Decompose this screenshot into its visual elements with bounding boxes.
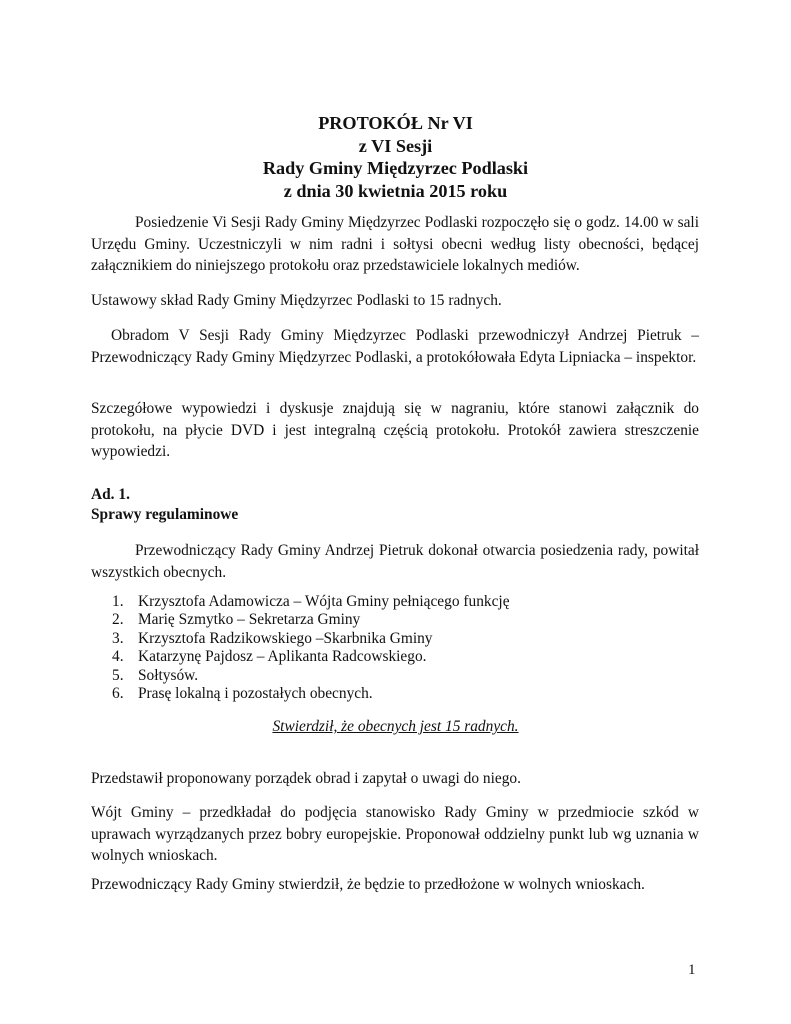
section-number: Ad. 1. bbox=[91, 486, 130, 503]
list-item bbox=[112, 685, 510, 703]
list-item-number: 4. bbox=[112, 648, 124, 666]
section-heading: Sprawy regulaminowe bbox=[91, 506, 239, 523]
list-item-number: 6. bbox=[112, 685, 124, 703]
document-title bbox=[0, 112, 791, 202]
intro-paragraph: Posiedzenie Vi Sesji Rady Gminy Międzyrzec Podlaski rozpoczęło się o godz. 14.00 w sali Urzędu Gminy. Uczestniczyli w nim radni i sołtysi obecni według listy obecności, będącej załącznikiem do niniejszego protokołu oraz przedstawiciele lokalnych mediów. bbox=[91, 214, 699, 274]
list-item-number: 1. bbox=[112, 593, 124, 610]
title-line-council: Rady Gminy Międzyrzec Podlaski bbox=[262, 158, 529, 178]
title-line-protocol-number: PROTOKÓŁ Nr VI bbox=[318, 113, 473, 133]
list-item-text: Krzysztofa Radzikowskiego –Skarbnika Gminy bbox=[138, 629, 433, 647]
list-item-text: Krzysztofa Adamowicza – Wójta Gminy pełniącego funkcję bbox=[138, 593, 510, 610]
mayor-paragraph: Wójt Gminy – przedkładał do podjęcia stanowisko Rady Gminy w przedmiocie szkód w uprawach wyrządzanych przez bobry europejskie. Proponował oddzielny punkt lub wg uznania w wolnych wnioskach. bbox=[91, 804, 699, 864]
list-item-text: Sołtysów. bbox=[138, 666, 199, 684]
title-line-date: z dnia 30 kwietnia 2015 roku bbox=[283, 180, 508, 201]
list-item bbox=[112, 611, 510, 629]
quorum-finding: Stwierdził, że obecnych jest 15 radnych. bbox=[272, 718, 519, 735]
recording-paragraph: Szczegółowe wypowiedzi i dyskusje znajdują się w nagraniu, które stanowi załącznik do protokołu, na płycie DVD i jest integralną częścią protokołu. Protokół zawiera streszczenie wypowiedzi. bbox=[91, 400, 699, 460]
list-item bbox=[112, 630, 510, 648]
list-item-text: Marię Szmytko – Sekretarza Gminy bbox=[138, 611, 361, 629]
list-item-number: 5. bbox=[112, 666, 124, 684]
title-line-session: z VI Sesji bbox=[358, 135, 433, 156]
list-item bbox=[112, 667, 510, 685]
list-item bbox=[112, 648, 510, 666]
list-item-text: Katarzynę Pajdosz – Aplikanta Radcowskiego. bbox=[138, 648, 427, 666]
list-item bbox=[112, 593, 510, 611]
list-item-number: 3. bbox=[112, 629, 124, 647]
opening-paragraph: Przewodniczący Rady Gminy Andrzej Pietruk dokonał otwarcia posiedzenia rady, powitał wszystkich obecnych. bbox=[91, 542, 699, 581]
list-item-text: Prasę lokalną i pozostałych obecnych. bbox=[138, 685, 373, 703]
chair-response-paragraph: Przewodniczący Rady Gminy stwierdził, że będzie to przedłożone w wolnych wnioskach. bbox=[91, 876, 645, 893]
composition-paragraph: Ustawowy skład Rady Gminy Międzyrzec Podlaski to 15 radnych. bbox=[91, 292, 502, 309]
chair-paragraph: Obradom V Sesji Rady Gminy Międzyrzec Podlaski przewodniczył Andrzej Pietruk – Przewodniczący Rady Gminy Międzyrzec Podlaski, a protokółowała Edyta Lipniacka – inspektor. bbox=[91, 327, 699, 366]
agenda-paragraph: Przedstawił proponowany porządek obrad i zapytał o uwagi do niego. bbox=[91, 770, 521, 787]
page-number: 1 bbox=[688, 962, 696, 978]
list-item-number: 2. bbox=[112, 611, 124, 629]
greeted-list bbox=[112, 593, 510, 703]
